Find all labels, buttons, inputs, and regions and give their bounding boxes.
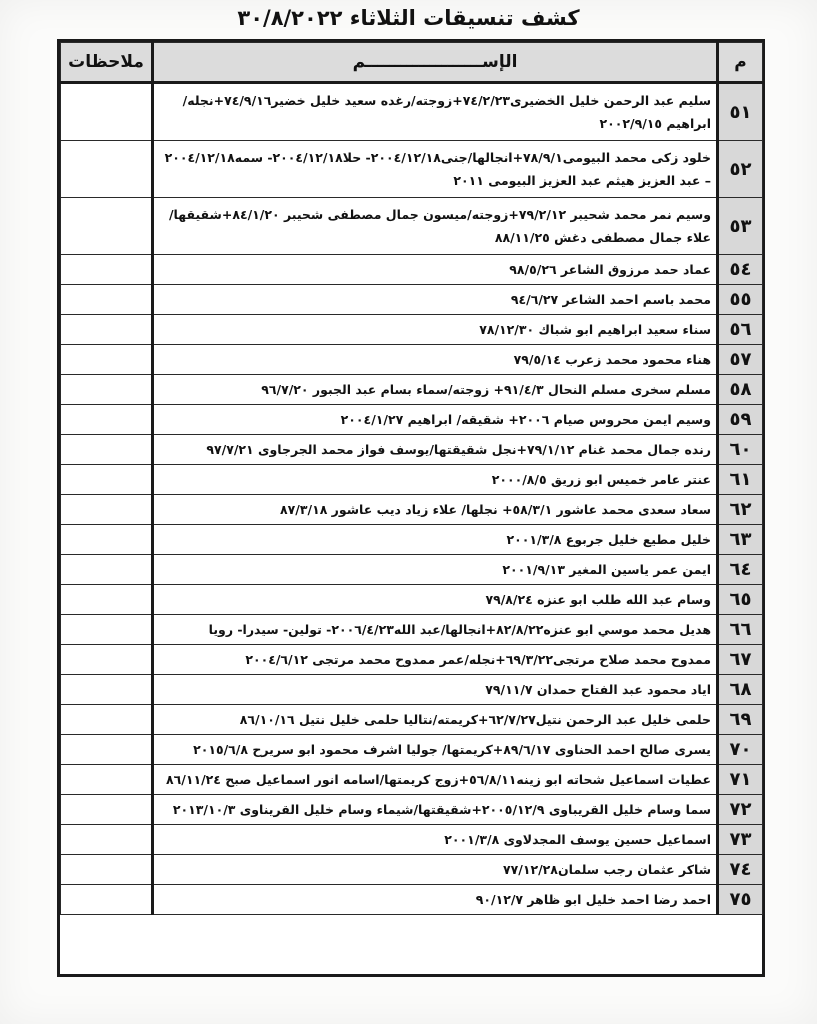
- row-notes: [61, 855, 153, 885]
- header-notes: ملاحظات: [61, 43, 153, 83]
- row-notes: [61, 435, 153, 465]
- row-number: ٥٧: [718, 345, 763, 375]
- table-row: [61, 855, 763, 885]
- table-row: [61, 285, 763, 315]
- row-name: يسرى صالح احمد الحناوى ٨٩/٦/١٧+كريمتها/ جوليا اشرف محمود ابو سريرح ٢٠١٥/٦/٨: [153, 735, 718, 765]
- row-notes: [61, 885, 153, 915]
- table-row: [61, 615, 763, 645]
- row-name: حلمى خليل عبد الرحمن نتيل٦٢/٧/٢٧+كريمته/نتاليا حلمى خليل نتيل ٨٦/١٠/١٦: [153, 705, 718, 735]
- table-row: [61, 255, 763, 285]
- names-table: [60, 42, 763, 915]
- row-number: ٥٥: [718, 285, 763, 315]
- table-row: [61, 825, 763, 855]
- row-notes: [61, 615, 153, 645]
- row-name: خليل مطيع خليل جربوع ٢٠٠١/٣/٨: [153, 525, 718, 555]
- row-notes: [61, 405, 153, 435]
- row-notes: [61, 765, 153, 795]
- row-notes: [61, 735, 153, 765]
- row-notes: [61, 675, 153, 705]
- table-row: [61, 495, 763, 525]
- row-number: ٧٤: [718, 855, 763, 885]
- row-number: ٥٤: [718, 255, 763, 285]
- row-number: ٦٦: [718, 615, 763, 645]
- table-row: [61, 795, 763, 825]
- row-number: ٥٢: [718, 141, 763, 198]
- row-name: سما وسام خليل القريباوى ٢٠٠٥/١٢/٩+شقيقتها/شيماء وسام خليل القريناوى ٢٠١٣/١٠/٣: [153, 795, 718, 825]
- row-name: ايمن عمر ياسين المغير ٢٠٠١/٩/١٣: [153, 555, 718, 585]
- table-row: [61, 735, 763, 765]
- table-row: [61, 885, 763, 915]
- row-name: سليم عبد الرحمن خليل الخضيرى٧٤/٢/٢٣+زوجته/رغده سعيد خليل خضير٧٤/٩/١٦+نجله/ ابراهيم ٢٠٠٢/٩/١٥: [153, 83, 718, 141]
- row-name: خلود زكى محمد البيومى٧٨/٩/١+انجالها/جنى٢٠٠٤/١٢/١٨- حلا٢٠٠٤/١٢/١٨- سمه٢٠٠٤/١٢/١٨ – عبد العزيز هيثم عبد العزيز البيومى ٢٠١١: [153, 141, 718, 198]
- row-notes: [61, 525, 153, 555]
- row-number: ٦٨: [718, 675, 763, 705]
- table-row: [61, 765, 763, 795]
- row-notes: [61, 585, 153, 615]
- row-name: عماد حمد مرزوق الشاعر ٩٨/٥/٢٦: [153, 255, 718, 285]
- row-name: عطيات اسماعيل شحاته ابو زينه٥٦/٨/١١+زوج كريمتها/اسامه انور اسماعيل صبح ٨٦/١١/٢٤: [153, 765, 718, 795]
- row-number: ٦٤: [718, 555, 763, 585]
- row-notes: [61, 705, 153, 735]
- row-name: اياد محمود عبد الفتاح حمدان ٧٩/١١/٧: [153, 675, 718, 705]
- table-row: [61, 315, 763, 345]
- row-name: احمد رضا احمد خليل ابو ظاهر ٩٠/١٢/٧: [153, 885, 718, 915]
- row-notes: [61, 285, 153, 315]
- table-row: [61, 435, 763, 465]
- row-notes: [61, 555, 153, 585]
- header-number: م: [718, 43, 763, 83]
- document-title: كشف تنسيقات الثلاثاء ٣٠/٨/٢٠٢٢: [237, 6, 580, 30]
- table-row: [61, 585, 763, 615]
- table-body: [61, 83, 763, 915]
- row-notes: [61, 141, 153, 198]
- row-name: شاكر عثمان رجب سلمان٧٧/١٢/٢٨: [153, 855, 718, 885]
- row-name: وسام عبد الله طلب ابو عنزه ٧٩/٨/٢٤: [153, 585, 718, 615]
- row-notes: [61, 345, 153, 375]
- row-notes: [61, 825, 153, 855]
- row-number: ٦٢: [718, 495, 763, 525]
- row-number: ٥٩: [718, 405, 763, 435]
- row-notes: [61, 645, 153, 675]
- row-notes: [61, 198, 153, 255]
- table-row: [61, 465, 763, 495]
- row-number: ٧٥: [718, 885, 763, 915]
- row-number: ٥٨: [718, 375, 763, 405]
- row-number: ٧٣: [718, 825, 763, 855]
- row-number: ٦٧: [718, 645, 763, 675]
- table-row: [61, 198, 763, 255]
- row-number: ٧٠: [718, 735, 763, 765]
- table-row: [61, 705, 763, 735]
- coordination-table: [57, 39, 765, 977]
- row-number: ٥٣: [718, 198, 763, 255]
- row-number: ٥٦: [718, 315, 763, 345]
- row-name: رنده جمال محمد غنام ٧٩/١/١٢+نجل شقيقتها/يوسف فواز محمد الجرجاوى ٩٧/٧/٢١: [153, 435, 718, 465]
- row-name: محمد باسم احمد الشاعر ٩٤/٦/٢٧: [153, 285, 718, 315]
- row-number: ٧١: [718, 765, 763, 795]
- table-row: [61, 405, 763, 435]
- row-name: سعاد سعدى محمد عاشور ٥٨/٣/١+ نجلها/ علاء زياد ديب عاشور ٨٧/٣/١٨: [153, 495, 718, 525]
- table-header-row: [61, 43, 763, 83]
- row-notes: [61, 375, 153, 405]
- row-name: مسلم سخرى مسلم النحال ٩١/٤/٣+ زوجته/سماء بسام عبد الجبور ٩٦/٧/٢٠: [153, 375, 718, 405]
- row-notes: [61, 83, 153, 141]
- header-name: الإســــــــــــــــــــم: [153, 43, 718, 83]
- row-notes: [61, 315, 153, 345]
- row-name: سناء سعيد ابراهيم ابو شباك ٧٨/١٢/٣٠: [153, 315, 718, 345]
- row-notes: [61, 255, 153, 285]
- table-row: [61, 555, 763, 585]
- row-name: ممدوح محمد صلاح مرتجى٦٩/٣/٢٢+نجله/عمر ممدوح محمد مرتجى ٢٠٠٤/٦/١٢: [153, 645, 718, 675]
- table-row: [61, 525, 763, 555]
- row-number: ٦٠: [718, 435, 763, 465]
- row-number: ٧٢: [718, 795, 763, 825]
- row-name: وسيم ايمن محروس صيام ٢٠٠٦+ شقيقه/ ابراهيم ٢٠٠٤/١/٢٧: [153, 405, 718, 435]
- table-row: [61, 375, 763, 405]
- row-name: عنتر عامر خميس ابو زريق ٢٠٠٠/٨/٥: [153, 465, 718, 495]
- row-number: ٦٥: [718, 585, 763, 615]
- row-number: ٥١: [718, 83, 763, 141]
- row-name: هناء محمود محمد زعرب ٧٩/٥/١٤: [153, 345, 718, 375]
- row-number: ٦١: [718, 465, 763, 495]
- table-row: [61, 83, 763, 141]
- table-row: [61, 345, 763, 375]
- row-notes: [61, 495, 153, 525]
- table-row: [61, 141, 763, 198]
- table-row: [61, 645, 763, 675]
- row-name: هديل محمد موسي ابو عنزه٨٢/٨/٢٢+انجالها/عبد الله٢٠٠٦/٤/٢٣- تولين- سيدرا- رويا: [153, 615, 718, 645]
- row-notes: [61, 465, 153, 495]
- row-name: اسماعيل حسين يوسف المجدلاوى ٢٠٠١/٣/٨: [153, 825, 718, 855]
- row-number: ٦٩: [718, 705, 763, 735]
- row-name: وسيم نمر محمد شحيبر ٧٩/٢/١٢+زوجته/ميسون جمال مصطفى شحيبر ٨٤/١/٢٠+شقيقها/علاء جمال مصطفى دغش ٨٨/١١/٢٥: [153, 198, 718, 255]
- row-notes: [61, 795, 153, 825]
- row-number: ٦٣: [718, 525, 763, 555]
- table-row: [61, 675, 763, 705]
